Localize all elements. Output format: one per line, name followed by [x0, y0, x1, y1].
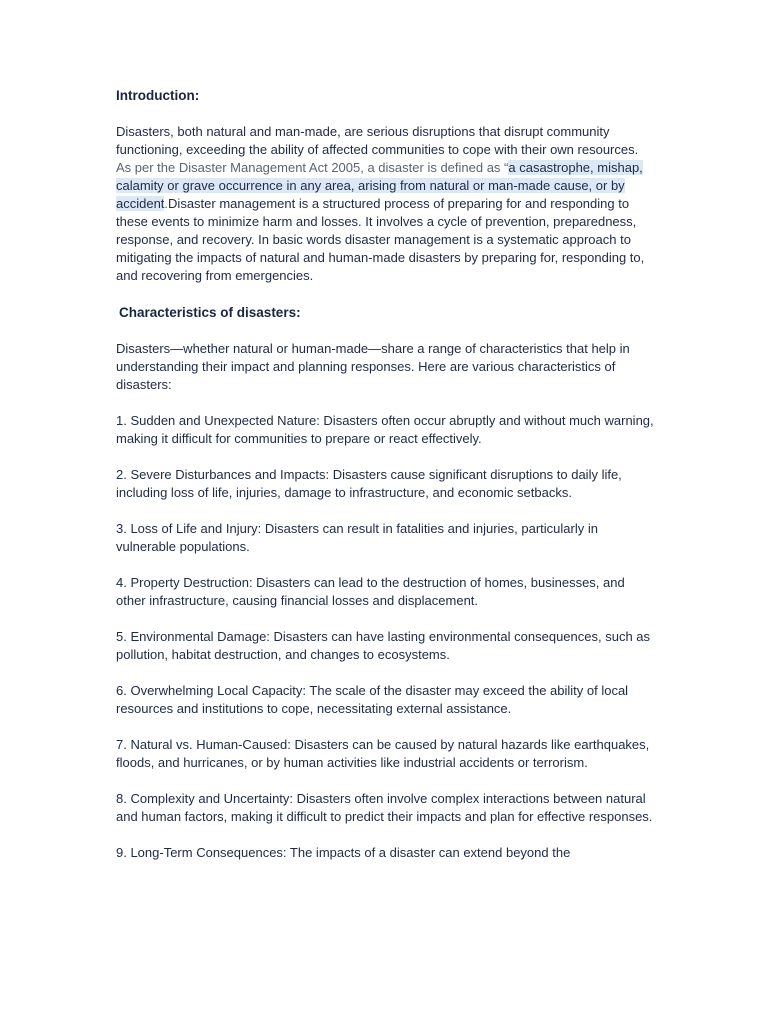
intro-period: . [164, 196, 169, 211]
spacer [116, 826, 656, 844]
characteristic-item: 2. Severe Disturbances and Impacts: Disasters cause significant disruptions to daily life, including loss of life, injuries, damage to infrastructure, and economic setbacks. [116, 467, 622, 500]
characteristic-item: 9. Long-Term Consequences: The impacts of a disaster can extend beyond the [116, 845, 571, 860]
intro-text-2: Disaster management is a structured process of preparing for and responding to these events to minimize harm and losses. It involves a cycle of prevention, preparedness, response, and recovery. In basic words disaster management is a systematic approach to mitigating the impacts of natural and human-made disasters by preparing for, responding to, and recovering from emergencies. [116, 196, 645, 283]
spacer [116, 285, 656, 303]
characteristic-item: 4. Property Destruction: Disasters can lead to the destruction of homes, businesses, and other infrastructure, causing financial losses and displacement. [116, 575, 625, 608]
spacer [116, 610, 656, 628]
intro-text-1: Disasters, both natural and man-made, are serious disruptions that disrupt community functioning, exceeding the ability of affected communities to cope with their own resources. [116, 124, 639, 157]
introduction-paragraph [116, 123, 656, 285]
spacer [116, 502, 656, 520]
spacer [116, 394, 656, 412]
spacer [116, 106, 656, 123]
introduction-heading: Introduction: [116, 88, 200, 103]
spacer [116, 664, 656, 682]
characteristics-intro: Disasters—whether natural or human-made—share a range of characteristics that help in understanding their impact and planning responses. Here are various characteristics of disasters: [116, 341, 630, 392]
characteristic-item: 7. Natural vs. Human-Caused: Disasters can be caused by natural hazards like earthquakes, floods, and hurricanes, or by human activities like industrial accidents or terrorism. [116, 737, 650, 770]
spacer [116, 718, 656, 736]
spacer [116, 772, 656, 790]
spacer [116, 556, 656, 574]
characteristics-heading: Characteristics of disasters: [119, 305, 301, 320]
characteristic-item: 8. Complexity and Uncertainty: Disasters often involve complex interactions between natural and human factors, making it difficult to predict their impacts and plan for effective responses. [116, 791, 653, 824]
characteristic-item: 5. Environmental Damage: Disasters can have lasting environmental consequences, such as pollution, habitat destruction, and changes to ecosystems. [116, 629, 651, 662]
characteristic-item: 1. Sudden and Unexpected Nature: Disasters often occur abruptly and without much warning, making it difficult for communities to prepare or react effectively. [116, 413, 654, 446]
intro-definition-highlight: a casastrophe, mishap, calamity or grave occurrence in any area, arising from natural or man-made cause, or by accident [116, 160, 643, 211]
spacer [116, 448, 656, 466]
characteristic-item: 3. Loss of Life and Injury: Disasters can result in fatalities and injuries, particularly in vulnerable populations. [116, 521, 598, 554]
document-page [116, 86, 656, 862]
characteristics-list [116, 394, 656, 862]
characteristic-item: 6. Overwhelming Local Capacity: The scale of the disaster may exceed the ability of local resources and institutions to cope, necessitating external assistance. [116, 683, 629, 716]
spacer [116, 323, 656, 340]
intro-act-reference: As per the Disaster Management Act 2005, a disaster is defined as “ [116, 160, 509, 175]
